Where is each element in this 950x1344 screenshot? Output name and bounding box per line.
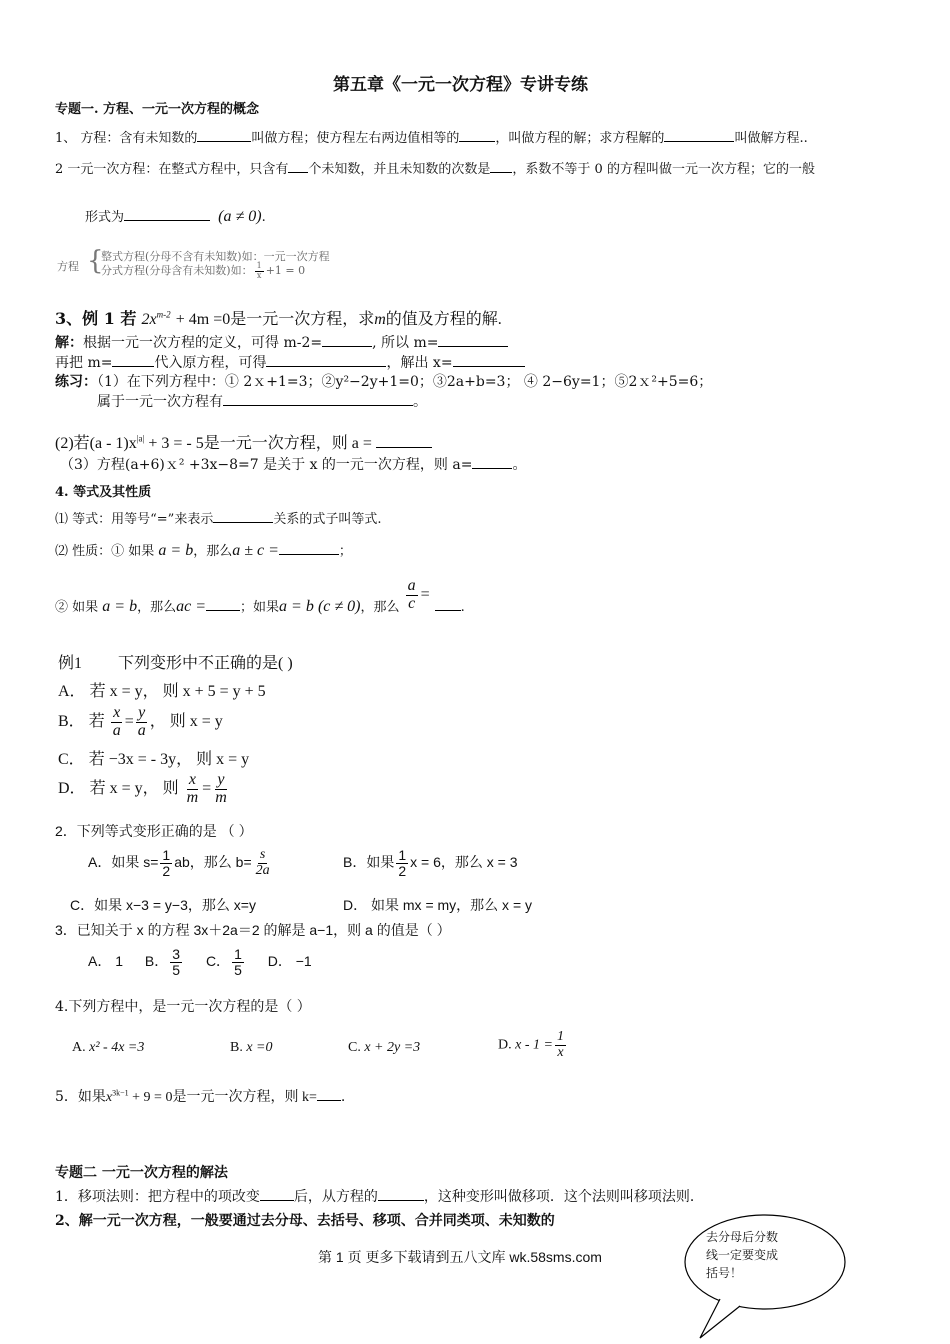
page-title: 第五章《一元一次方程》专讲专练 [333,75,588,95]
property-1: ⑵ 性质：① 如果 a = b，那么a ± c = ； [55,542,352,559]
transposition-rule: 1．移项法则：把方程中的项改变 后，从方程的 ，这种变形叫做移项．这个法则叫移项法则． [55,1186,704,1206]
q4-stem: 4.下列方程中，是一元一次方程的是（ ） [55,999,311,1015]
solution-line1: 解：根据一元一次方程的定义，可得 m-2= , 所以 m= [55,332,508,352]
example-option-d: D． 若 x = y， 则 $\frac{x}{m}$ = $\frac{y}{m}$ [58,771,227,806]
topic1-q1: 1、 方程：含有未知数的 叫做方程；使方程左右两边值相等的 ，叫做方程的解；求方程解的 叫做解方程.. [55,127,808,146]
solving-steps: 2、解一元一次方程，一般要通过去分母、去括号、移项、合并同类项、未知数的 [55,1213,555,1229]
example-option-c: C． 若 −3x = - 3y， 则 x = y [58,751,250,768]
q4-option-d: D. x - 1 = $\frac{1}{x}$ [498,1029,564,1060]
example1: 3、例 1 若 $2x^{m-2} + 4m =0$是一元一次方程，求m的值及方程的解. [55,309,502,328]
example-option-b: B． 若 $\frac{x}{a}$ = $\frac{y}{a}$ ， 则 x = y [58,704,223,739]
q2-stem: 2．下列等式变形正确的是 （ ） [55,823,253,839]
bubble-line-1: 去分母后分数 [706,1230,779,1244]
general-form: 形式为 (a ≠ 0). [85,208,266,225]
bubble-line-2: 线一定要变成 [706,1248,779,1262]
practice-line: 练习：（1）在下列方程中：① 2ｘ+1=3；②y²−2y+1=0；③2a+b=3； ④ 2−6y=1；⑤2ｘ²+5=6； [55,374,713,390]
bubble-line-3: 括号！ [706,1266,743,1280]
q4-option-a: A. x² - 4x =3 [72,1040,145,1055]
topic2-heading: 专题二 一元一次方程的解法 [55,1165,228,1181]
example-stem: 例1 下列变形中不正确的是( ) [58,655,293,672]
practice3: （3）方程(a+6)ｘ² +3x−8=7 是关于 x 的一元一次方程，则 a= 。 [60,454,526,474]
topic1-q2: 2 一元一次方程：在整式方程中，只含有 个未知数，并且未知数的次数是 ，系数不等于 0 的方程叫做一元一次方程；它的一般 [55,158,815,177]
page-footer: 第 1 页 更多下载请到五八文库 wk.58sms.com [318,1249,602,1265]
topic1-heading: 专题一. 方程、一元一次方程的概念 [55,102,260,117]
q3-stem: 3．已知关于 x 的方程 3x＋2a＝2 的解是 a−1，则 a 的值是（ ） [55,922,451,938]
solution-line2: 再把 m= 代入原方程，可得 ，解出 x= [55,352,525,372]
q2-option-d: D． 如果 mx = my，那么 x = y [343,897,533,913]
q5: 5．如果$x^{3k-1} + 9 = 0$是一元一次方程，则 k= . [55,1086,345,1106]
practice2: (2)若$(a - 1)x^{|a|} + 3$ = - 5是一元一次方程，则 a = [55,430,432,453]
bubble-text [706,1228,778,1282]
q4-option-b: B. x =0 [230,1040,273,1055]
q2-option-b: B．如果 $\frac{1}{2}$ x = 6，那么 x = 3 [343,847,518,879]
example-option-a: A． 若 x = y， 则 x + 5 = y + 5 [58,683,266,700]
q2-option-c: C．如果 x−3 = y−3，那么 x=y [70,897,256,913]
q3-options: A． 1 B． $\frac{3}{5}$ C． $\frac{1}{5}$ D． −1 [88,946,312,978]
topic4-heading: 4. 等式及其性质 [55,485,152,500]
q2-option-a: A．如果 s= $\frac{1}{2}$ ab，那么 b= $\frac{s}{2a}$ [88,847,270,879]
property-2: ② 如果 a = b，那么ac = ；如果a = b (c ≠ 0)，那么 $\frac{a}{c}$ = . [55,577,465,615]
practice-answer: 属于一元一次方程有 。 [97,391,427,411]
equation-definition: ⑴ 等式：用等号“=”来表示 关系的式子叫等式. [55,508,381,527]
q4-option-c: C. x + 2y =3 [348,1040,421,1055]
